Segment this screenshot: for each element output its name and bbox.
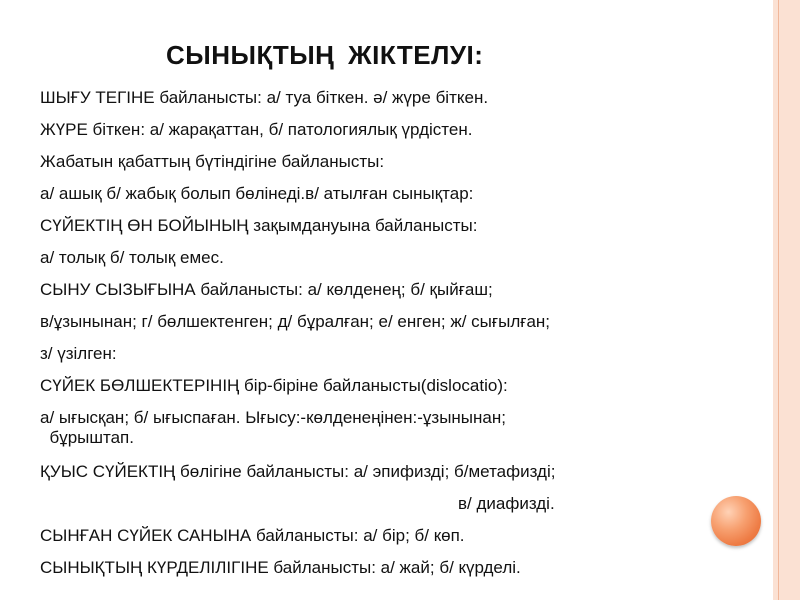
text-line: ҚУЫС СҮЙЕКТІҢ бөлігіне байланысты: а/ эпифизді; б/метафизді; (40, 462, 556, 481)
text-line: СЫНЫҚТЫҢ КҮРДЕЛІЛІГІНЕ байланысты: а/ жай; б/ күрделі. (40, 558, 521, 577)
text-line: ШЫҒУ ТЕГІНЕ байланысты: а/ туа біткен. ә/ жүре біткен. (40, 88, 489, 107)
text-line: СҮЙЕК БӨЛШЕКТЕРІНІҢ бір-біріне байланысты(dislocatio): (40, 376, 508, 395)
slide-body (40, 88, 760, 590)
text-line: з/ үзілген: (40, 344, 117, 363)
text-line: в/ұзынынан; г/ бөлшектенген; д/ бұралған; е/ енген; ж/ сығылған; (40, 312, 551, 331)
text-line: Жабатын қабаттың бүтіндігіне байланысты: (40, 152, 385, 171)
text-line-wrapped (40, 408, 760, 462)
text-line: СҮЙЕКТІҢ ӨН БОЙЫНЫҢ зақымдануына байланысты: (40, 216, 478, 235)
text-line: а/ толық б/ толық емес. (40, 248, 224, 267)
text-line: ЖҮРЕ біткен: а/ жарақаттан, б/ патологиялық үрдістен. (40, 120, 473, 139)
text-line: бұрыштап. (49, 428, 134, 447)
decorative-side-line (778, 0, 779, 600)
text-line: СЫНУ СЫЗЫҒЫНА байланысты: а/ көлденең; б/ қыйғаш; (40, 280, 493, 299)
text-line-continuation (40, 428, 760, 448)
text-line: СЫНҒАН СҮЙЕК САНЫНА байланысты: а/ бір; б/ көп. (40, 526, 465, 545)
slide-title: СЫНЫҚТЫҢ ЖІКТЕЛУІ: (166, 40, 484, 70)
text-line-indented: в/ диафизді. (458, 494, 555, 513)
text-line: а/ ығысқан; б/ ығыспаған. Ығысу:-көлденеңінен:-ұзынынан; (40, 408, 506, 427)
text-line: а/ ашық б/ жабық болып бөлінеді.в/ атылған сынықтар: (40, 184, 474, 203)
